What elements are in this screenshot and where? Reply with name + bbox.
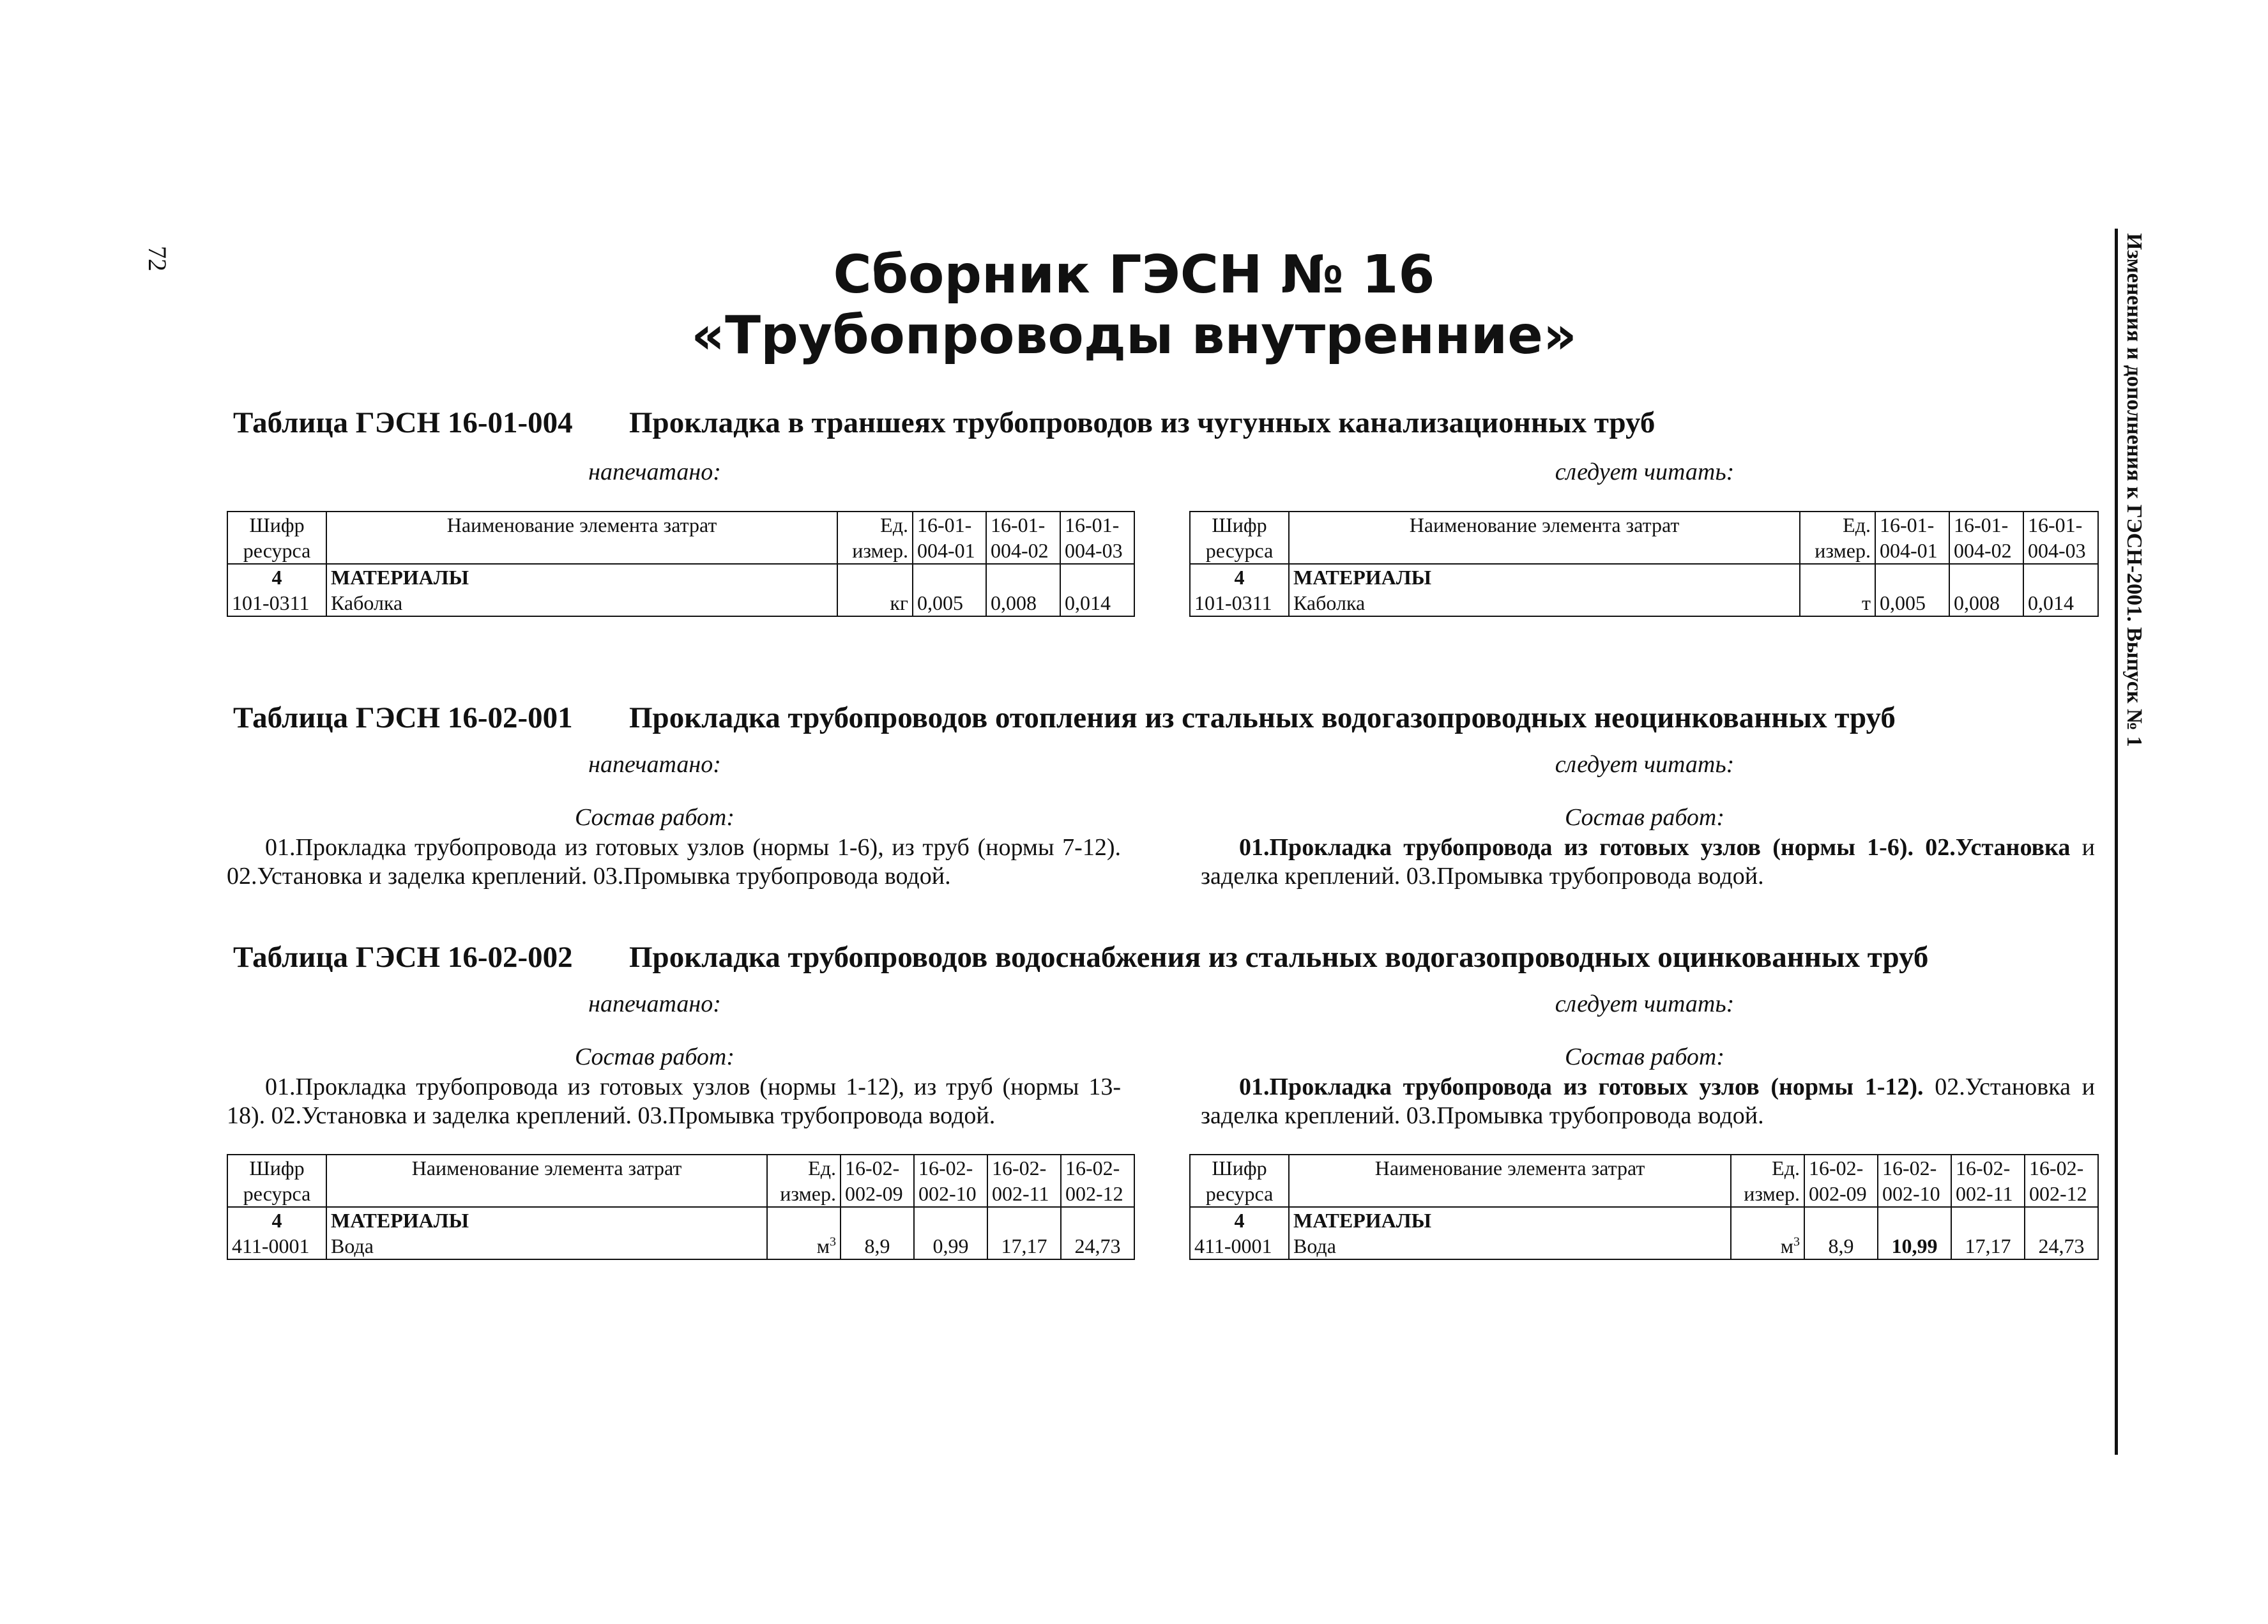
group-code: 4 [227, 1207, 326, 1233]
header-unit: Ед. измер. [1800, 512, 1875, 564]
section3-left-text: 01.Прокладка трубопровода из готовых узлов (нормы 1-12), из труб (нормы 13-18). 02.Установка и заделка креплений. 03.Промывка трубопровода водой. [227, 1074, 1121, 1129]
header-norm-col: 16-02- 002-10 [914, 1155, 987, 1207]
section1-code: Таблица ГЭСН 16-01-004 [233, 406, 573, 439]
table-header-row [227, 512, 1134, 564]
row-value: 0,014 [2023, 590, 2098, 616]
row-value: 8,9 [841, 1233, 914, 1259]
header-resource-code: Шифр ресурса [1190, 1155, 1289, 1207]
header-cost-element: Наименование элемента затрат [326, 1155, 767, 1207]
group-code: 4 [227, 564, 326, 590]
section3-should-read-label: следует читать: [1555, 990, 1735, 1017]
section1-name: Прокладка в траншеях трубопроводов из чугунных канализационных труб [629, 406, 1655, 439]
table-row [1190, 590, 2098, 616]
section3-right-text: 01.Прокладка трубопровода из готовых узлов (нормы 1-12). 02.Установка и заделка креплений. 03.Промывка трубопровода водой. [1201, 1074, 2096, 1129]
header-norm-col: 16-01- 004-03 [1060, 512, 1134, 564]
section1-should-read-label: следует читать: [1555, 459, 1735, 485]
header-cost-element: Наименование элемента затрат [1289, 512, 1800, 564]
row-value: 24,73 [2025, 1233, 2098, 1259]
row-name: Каболка [1289, 590, 1800, 616]
row-value: 17,17 [987, 1233, 1061, 1259]
table-group-row [1190, 1207, 2098, 1233]
document-subtitle: «Трубопроводы внутренние» [691, 305, 1577, 366]
row-unit: т [1800, 590, 1875, 616]
group-code: 4 [1190, 1207, 1289, 1233]
header-unit: Ед. измер. [767, 1155, 841, 1207]
section3-work-composition-left: Состав работ: [574, 1043, 735, 1070]
header-cost-element: Наименование элемента затрат [1289, 1155, 1731, 1207]
section2-work-composition-left: Состав работ: [574, 804, 735, 831]
header-unit: Ед. измер. [1731, 1155, 1804, 1207]
row-name: Вода [1289, 1233, 1731, 1259]
row-value: 0,005 [913, 590, 986, 616]
row-unit: $м^3$ [1731, 1233, 1804, 1259]
document-title: Сборник ГЭСН № 16 [833, 245, 1435, 305]
header-resource-code: Шифр ресурса [1190, 512, 1289, 564]
header-norm-col: 16-01- 004-03 [2023, 512, 2098, 564]
header-norm-col: 16-02- 002-10 [1878, 1155, 1951, 1207]
header-norm-col: 16-01- 004-01 [913, 512, 986, 564]
header-norm-col: 16-02- 002-12 [1061, 1155, 1134, 1207]
group-name: МАТЕРИАЛЫ [326, 564, 837, 590]
section1-right-table [1189, 511, 2099, 617]
header-unit: Ед. измер. [837, 512, 913, 564]
header-norm-col: 16-01- 004-02 [986, 512, 1060, 564]
section2-right-text: 01.Прокладка трубопровода из готовых узлов (нормы 1-6). 02.Установка и заделка креплений. 03.Промывка трубопровода водой. [1201, 834, 2095, 890]
table-header-row [227, 1155, 1134, 1207]
row-value: 0,008 [1949, 590, 2023, 616]
group-name: МАТЕРИАЛЫ [1289, 564, 1800, 590]
table-group-row [227, 1207, 1134, 1233]
section3-work-composition-right: Состав работ: [1564, 1043, 1725, 1070]
table-group-row [1190, 564, 2098, 590]
row-unit: $м^3$ [767, 1233, 841, 1259]
row-name: Каболка [326, 590, 837, 616]
table-row [227, 590, 1134, 616]
row-value: 24,73 [1061, 1233, 1134, 1259]
section2-printed-label: напечатано: [588, 751, 721, 778]
row-value: 0,008 [986, 590, 1060, 616]
table-row [227, 1233, 1134, 1259]
row-code: 411-0001 [1190, 1233, 1289, 1259]
row-name: Вода [326, 1233, 767, 1259]
header-resource-code: Шифр ресурса [227, 1155, 326, 1207]
row-unit: кг [837, 590, 913, 616]
header-cost-element: Наименование элемента затрат [326, 512, 837, 564]
section2-name: Прокладка трубопроводов отопления из стальных водогазопроводных неоцинкованных труб [629, 701, 1896, 734]
header-norm-col: 16-02- 002-11 [987, 1155, 1061, 1207]
row-value: 0,014 [1060, 590, 1134, 616]
row-value: 0,005 [1875, 590, 1949, 616]
section3-code: Таблица ГЭСН 16-02-002 [233, 941, 573, 974]
row-value: 17,17 [1951, 1233, 2025, 1259]
row-value: 0,99 [914, 1233, 987, 1259]
row-code: 101-0311 [1190, 590, 1289, 616]
table-group-row [227, 564, 1134, 590]
header-norm-col: 16-02- 002-11 [1951, 1155, 2025, 1207]
row-code: 411-0001 [227, 1233, 326, 1259]
header-norm-col: 16-02- 002-12 [2025, 1155, 2098, 1207]
header-norm-col: 16-01- 004-01 [1875, 512, 1949, 564]
side-running-header: Изменения и дополнения к ГЭСН-2001. Выпуск № 1 [2122, 233, 2146, 747]
row-code: 101-0311 [227, 590, 326, 616]
section2-left-text: 01.Прокладка трубопровода из готовых узлов (нормы 1-6), из труб (нормы 7-12). 02.Установка и заделка креплений. 03.Промывка трубопровода водой. [227, 834, 1121, 890]
header-norm-col: 16-01- 004-02 [1949, 512, 2023, 564]
section2-work-composition-right: Состав работ: [1564, 804, 1725, 831]
section1-printed-label: напечатано: [588, 459, 721, 485]
header-resource-code: Шифр ресурса [227, 512, 326, 564]
section2-should-read-label: следует читать: [1555, 751, 1735, 778]
group-code: 4 [1190, 564, 1289, 590]
section3-name: Прокладка трубопроводов водоснабжения из стальных водогазопроводных оцинкованных труб [629, 941, 1929, 974]
group-name: МАТЕРИАЛЫ [1289, 1207, 1731, 1233]
section2-code: Таблица ГЭСН 16-02-001 [233, 701, 573, 734]
section3-printed-label: напечатано: [588, 990, 721, 1017]
group-name: МАТЕРИАЛЫ [326, 1207, 767, 1233]
row-value: 8,9 [1804, 1233, 1878, 1259]
header-norm-col: 16-02- 002-09 [841, 1155, 914, 1207]
header-norm-col: 16-02- 002-09 [1804, 1155, 1878, 1207]
table-header-row [1190, 512, 2098, 564]
section1-left-table [227, 511, 1135, 617]
row-value-corrected: 10,99 [1878, 1233, 1951, 1259]
table-row [1190, 1233, 2098, 1259]
page-number: 72 [143, 246, 172, 271]
section3-right-table [1189, 1154, 2099, 1260]
section3-left-table [227, 1154, 1135, 1260]
table-header-row [1190, 1155, 2098, 1207]
